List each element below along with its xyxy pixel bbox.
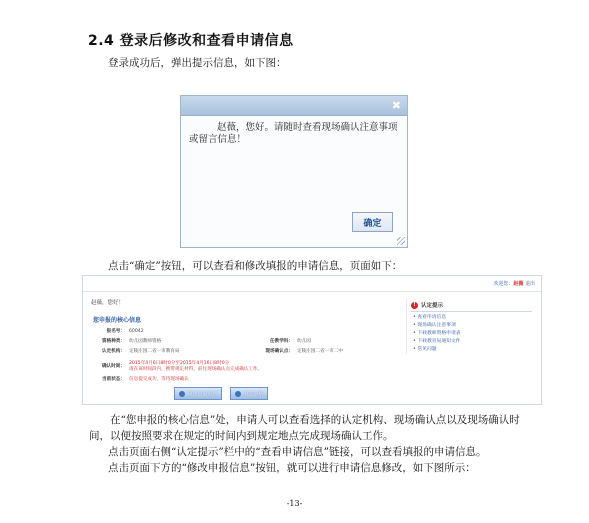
button-label: 修改申报信息 — [188, 392, 217, 397]
paragraph-login-success: 登录成功后，弹出提示信息，如下图： — [108, 57, 287, 69]
field-site — [255, 348, 343, 354]
sidebar-item-label: 常见问题 — [417, 347, 437, 352]
core-info-title: 您申报的核心信息 — [93, 317, 142, 324]
dialog-titlebar — [181, 96, 407, 116]
greeting-text: 赵薇，您好！ — [91, 300, 125, 306]
sidebar-item-label: 下载教育局通知文件 — [417, 339, 461, 344]
sidebar-title — [407, 299, 536, 311]
page-topbar — [83, 276, 541, 292]
application-page-screenshot — [82, 275, 542, 405]
print-form-button[interactable] — [230, 387, 268, 400]
field-value: 60042 — [129, 329, 144, 334]
logout-link[interactable]: 退出 — [524, 281, 535, 287]
field-value: 幼儿园 — [297, 339, 311, 344]
field-label: 任教学科： — [270, 339, 293, 344]
edit-icon — [179, 391, 185, 397]
info-icon: ! — [411, 302, 418, 309]
field-value: 定陵庄园二省一市二中 — [297, 349, 343, 354]
field-confirm-time — [87, 360, 262, 372]
sidebar-item-view-info[interactable]: • 查看申请信息 — [413, 315, 447, 320]
field-cert-org — [87, 348, 180, 354]
field-value: 2015年4月6日8时0分至2015年4月16日8时0分 — [129, 361, 230, 366]
field-value: 定陵庄园二省一市教育局 — [129, 349, 180, 354]
field-value-group — [129, 360, 262, 372]
field-note: 请在该时间段内，携带规定材料，前往现场确认点完成确认工作。 — [129, 367, 263, 372]
sidebar-item-faq[interactable]: • 常见问题 — [413, 347, 437, 352]
section-heading: 2.4 登录后修改和查看申请信息 — [88, 33, 294, 49]
welcome-label: 欢迎您： — [493, 281, 514, 287]
button-label: 打印表格 — [244, 392, 264, 397]
field-qual-type — [87, 338, 161, 344]
resize-grip-icon[interactable] — [397, 237, 405, 245]
field-apply-no — [87, 328, 144, 334]
modify-info-button[interactable] — [174, 387, 222, 400]
print-icon — [235, 391, 241, 397]
field-label: 资格种类： — [102, 339, 125, 344]
sidebar-item-label: 下载教师资格申请表 — [417, 331, 461, 336]
page-number: -13- — [286, 499, 303, 508]
paragraph-view-info: 点击页面右侧“认定提示”栏中的“查看申请信息”链接，可以查看填报的申请信息。 — [108, 446, 487, 458]
dialog-message: 赵薇，您好。请随时查看现场确认注意事项或留言信息！ — [189, 122, 398, 145]
field-value: 幼儿园教师资格 — [129, 339, 162, 344]
user-name: 赵薇 — [513, 281, 524, 287]
field-subject — [255, 338, 311, 344]
topbar-user-area — [493, 280, 535, 287]
paragraph-core-info: 在“您申报的核心信息”处，申请人可以查看选择的认定机构、现场确认点以及现场确认时间，以便按照要求在规定的时间内到规定地点完成现场确认工作。 — [89, 414, 520, 442]
sidebar-item-download-form[interactable]: • 下载教师资格申请表 — [413, 331, 461, 336]
sidebar-title-text: 认定提示 — [421, 303, 444, 309]
paragraph-click-ok: 点击“确定”按钮，可以查看和修改填报的申请信息，页面如下： — [108, 260, 403, 272]
sidebar-divider — [411, 311, 532, 312]
sidebar-item-notes[interactable]: • 现场确认注意事项 — [413, 323, 456, 328]
field-label: 当前状态： — [102, 377, 125, 382]
ok-button[interactable]: 确定 — [352, 212, 393, 232]
paragraph-modify-info: 点击页面下方的“修改申报信息”按钮，就可以进行申请信息修改，如下图所示： — [108, 462, 476, 474]
sidebar-item-label: 现场确认注意事项 — [417, 323, 456, 328]
close-icon[interactable]: ✖ — [391, 99, 401, 112]
sidebar-item-label: 查看申请信息 — [417, 315, 447, 320]
field-label: 报名号： — [106, 329, 125, 334]
sidebar-item-download-notice[interactable]: • 下载教育局通知文件 — [413, 339, 461, 344]
cert-tips-sidebar — [406, 299, 536, 354]
field-value: 信息提交成功，等待现场确认 — [129, 377, 189, 382]
field-label: 确认时间： — [102, 364, 125, 369]
field-label: 现场确认点： — [265, 349, 293, 354]
prompt-dialog — [180, 95, 408, 248]
field-label: 认定机构： — [102, 349, 125, 354]
field-status — [87, 376, 189, 382]
